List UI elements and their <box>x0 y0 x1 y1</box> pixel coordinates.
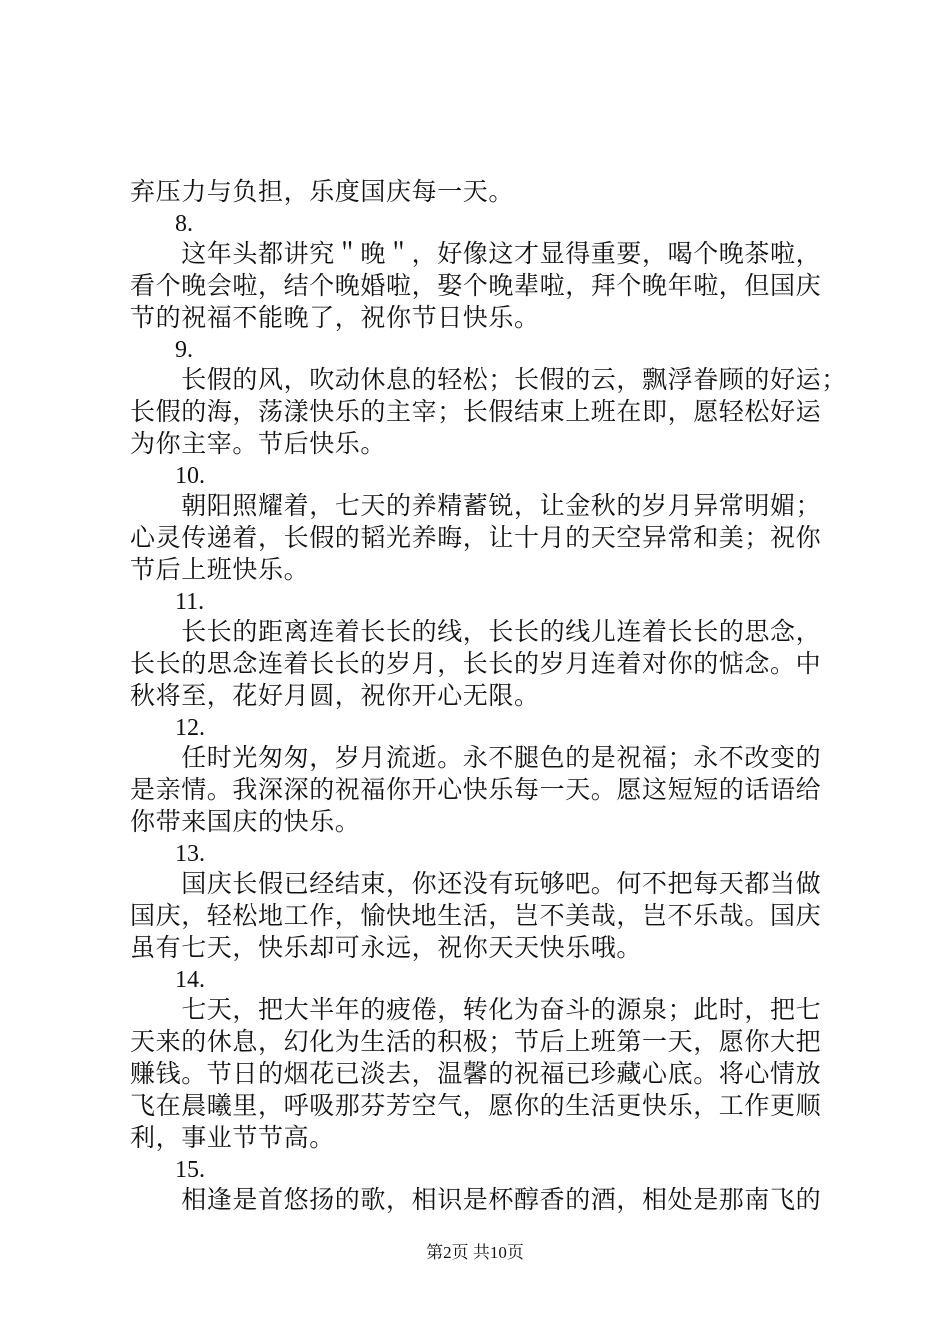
paragraph-line: 任时光匆匆，岁月流逝。永不腿色的是祝福；永不改变的 <box>130 743 822 772</box>
paragraph-line: 长假的海，荡漾快乐的主宰；长假结束上班在即，愿轻松好运 <box>130 397 822 426</box>
paragraph-line: 是亲情。我深深的祝福你开心快乐每一天。愿这短短的话语给 <box>130 775 822 804</box>
paragraph-line: 节的祝福不能晚了，祝你节日快乐。 <box>130 303 540 332</box>
page-footer: 第2页 共10页 <box>426 1243 524 1262</box>
paragraph-line: 为你主宰。节后快乐。 <box>130 429 387 458</box>
paragraph-line: 国庆，轻松地工作，愉快地生活，岂不美哉，岂不乐哉。国庆 <box>130 901 822 930</box>
paragraph-line: 秋将至，花好月圆，祝你开心无限。 <box>130 681 540 710</box>
paragraph-line: 利，事业节节高。 <box>130 1123 335 1152</box>
paragraph-line: 心灵传递着，长假的韬光养晦，让十月的天空异常和美；祝你 <box>130 523 822 552</box>
paragraph-line: 朝阳照耀着，七天的养精蓄锐，让金秋的岁月异常明媚； <box>130 491 822 520</box>
paragraph-line: 虽有七天，快乐却可永远，祝你天天快乐哦。 <box>130 933 643 962</box>
paragraph-line: 七天，把大半年的疲倦，转化为奋斗的源泉；此时，把七 <box>130 995 822 1024</box>
item-number: 13. <box>175 841 205 867</box>
item-number: 9. <box>175 337 193 363</box>
paragraph-line: 国庆长假已经结束，你还没有玩够吧。何不把每天都当做 <box>130 869 822 898</box>
paragraph-line: 长长的距离连着长长的线，长长的线儿连着长长的思念， <box>130 617 822 646</box>
paragraph-line: 长假的风，吹动休息的轻松；长假的云，飘浮眷顾的好运； <box>130 365 847 394</box>
item-number: 15. <box>175 1157 205 1183</box>
paragraph-line: 弃压力与负担，乐度国庆每一天。 <box>130 177 515 206</box>
item-number: 14. <box>175 967 205 993</box>
item-number: 8. <box>175 211 193 237</box>
item-number: 12. <box>175 715 205 741</box>
paragraph-line: 赚钱。节日的烟花已淡去，温馨的祝福已珍藏心底。将心情放 <box>130 1059 822 1088</box>
paragraph-line: 这年头都讲究＂晚＂，好像这才显得重要，喝个晚茶啦， <box>130 239 822 268</box>
paragraph-line: 看个晚会啦，结个晚婚啦，娶个晚辈啦，拜个晚年啦，但国庆 <box>130 271 822 300</box>
item-number: 10. <box>175 463 205 489</box>
paragraph-line: 天来的休息，幻化为生活的积极；节后上班第一天，愿你大把 <box>130 1027 822 1056</box>
paragraph-line: 节后上班快乐。 <box>130 555 310 584</box>
paragraph-line: 你带来国庆的快乐。 <box>130 807 361 836</box>
paragraph-line: 飞在晨曦里，呼吸那芬芳空气，愿你的生活更快乐，工作更顺 <box>130 1091 822 1120</box>
paragraph-line: 相逢是首悠扬的歌，相识是杯醇香的酒，相处是那南飞的 <box>130 1185 822 1214</box>
item-number: 11. <box>175 589 205 615</box>
paragraph-line: 长长的思念连着长长的岁月，长长的岁月连着对你的惦念。中 <box>130 649 822 678</box>
